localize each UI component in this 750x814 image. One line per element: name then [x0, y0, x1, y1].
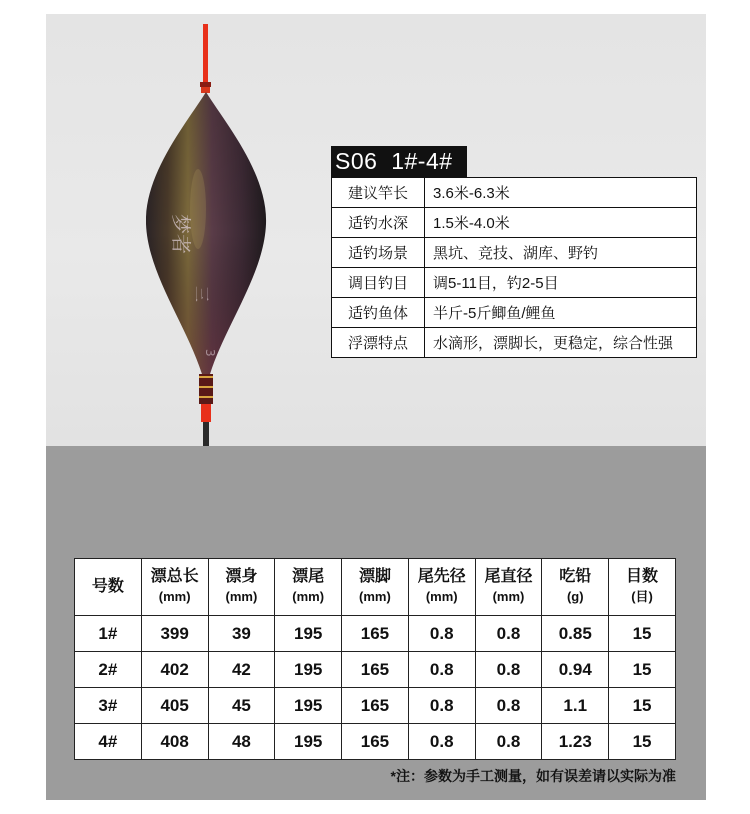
- table-cell: 0.8: [475, 724, 542, 760]
- spec-value: 1.5米-4.0米: [425, 208, 697, 238]
- column-header: 漂身 (mm): [208, 559, 275, 616]
- table-cell: 3#: [75, 688, 142, 724]
- spec-value: 半斤-5斤鲫鱼/鲤鱼: [425, 298, 697, 328]
- table-cell: 405: [141, 688, 208, 724]
- table-cell: 0.94: [542, 652, 609, 688]
- svg-text:三: 三: [192, 286, 211, 303]
- spec-row: [332, 208, 697, 238]
- table-row: [75, 652, 676, 688]
- parameter-table: [74, 558, 676, 760]
- table-row: [75, 724, 676, 760]
- fishing-float-image: [146, 24, 276, 456]
- table-cell: 195: [275, 724, 342, 760]
- spec-label: 调目钓目: [332, 268, 425, 298]
- table-cell: 15: [609, 652, 676, 688]
- column-header: 漂尾 (mm): [275, 559, 342, 616]
- spec-label: 建议竿长: [332, 178, 425, 208]
- float-tail: [203, 24, 208, 86]
- spec-value: 3.6米-6.3米: [425, 178, 697, 208]
- spec-title: [331, 146, 467, 177]
- table-cell: 195: [275, 688, 342, 724]
- table-cell: 1.23: [542, 724, 609, 760]
- table-row: [75, 616, 676, 652]
- column-header: 号数: [75, 559, 142, 616]
- table-cell: 15: [609, 616, 676, 652]
- spec-label: 适钓水深: [332, 208, 425, 238]
- table-cell: 4#: [75, 724, 142, 760]
- table-cell: 1#: [75, 616, 142, 652]
- model-code: S06: [335, 148, 378, 174]
- table-cell: 45: [208, 688, 275, 724]
- footnote: *注：参数为手工测量，如有误差请以实际为准: [390, 768, 676, 784]
- table-cell: 15: [609, 724, 676, 760]
- spec-table: [331, 177, 697, 358]
- column-header: 尾直径 (mm): [475, 559, 542, 616]
- table-cell: 402: [141, 652, 208, 688]
- brand-mark: 梦者: [169, 214, 193, 254]
- table-cell: 0.8: [408, 652, 475, 688]
- spec-label: 适钓场景: [332, 238, 425, 268]
- table-cell: 15: [609, 688, 676, 724]
- spec-label: 适钓鱼体: [332, 298, 425, 328]
- spec-label: 浮漂特点: [332, 328, 425, 358]
- column-header: 尾先径 (mm): [408, 559, 475, 616]
- spec-value: 黑坑、竞技、湖库、野钓: [425, 238, 697, 268]
- product-photo-panel: [46, 14, 706, 446]
- table-cell: 0.8: [475, 616, 542, 652]
- table-cell: 165: [342, 616, 409, 652]
- table-cell: 195: [275, 652, 342, 688]
- table-cell: 0.8: [475, 688, 542, 724]
- table-cell: 39: [208, 616, 275, 652]
- spec-row: [332, 298, 697, 328]
- table-header-row: [75, 559, 676, 616]
- table-cell: 0.8: [408, 688, 475, 724]
- spec-row: [332, 328, 697, 358]
- table-cell: 0.8: [408, 616, 475, 652]
- table-cell: 165: [342, 652, 409, 688]
- table-cell: 195: [275, 616, 342, 652]
- svg-text:3: 3: [203, 349, 217, 357]
- table-cell: 408: [141, 724, 208, 760]
- table-cell: 0.8: [475, 652, 542, 688]
- table-row: [75, 688, 676, 724]
- table-cell: 165: [342, 724, 409, 760]
- table-cell: 1.1: [542, 688, 609, 724]
- spec-value: 调5-11目，钓2-5目: [425, 268, 697, 298]
- column-header: 目数 (目): [609, 559, 676, 616]
- table-cell: 0.85: [542, 616, 609, 652]
- column-header: 漂脚 (mm): [342, 559, 409, 616]
- table-cell: 48: [208, 724, 275, 760]
- table-cell: 165: [342, 688, 409, 724]
- parameter-panel: [46, 446, 706, 800]
- column-header: 漂总长 (mm): [141, 559, 208, 616]
- spec-row: [332, 268, 697, 298]
- size-range: 1#-4#: [391, 148, 453, 174]
- table-cell: 399: [141, 616, 208, 652]
- column-header: 吃铅 (g): [542, 559, 609, 616]
- table-cell: 42: [208, 652, 275, 688]
- table-cell: 2#: [75, 652, 142, 688]
- spec-row: [332, 178, 697, 208]
- spec-row: [332, 238, 697, 268]
- table-cell: 0.8: [408, 724, 475, 760]
- spec-value: 水滴形，漂脚长，更稳定，综合性强: [425, 328, 697, 358]
